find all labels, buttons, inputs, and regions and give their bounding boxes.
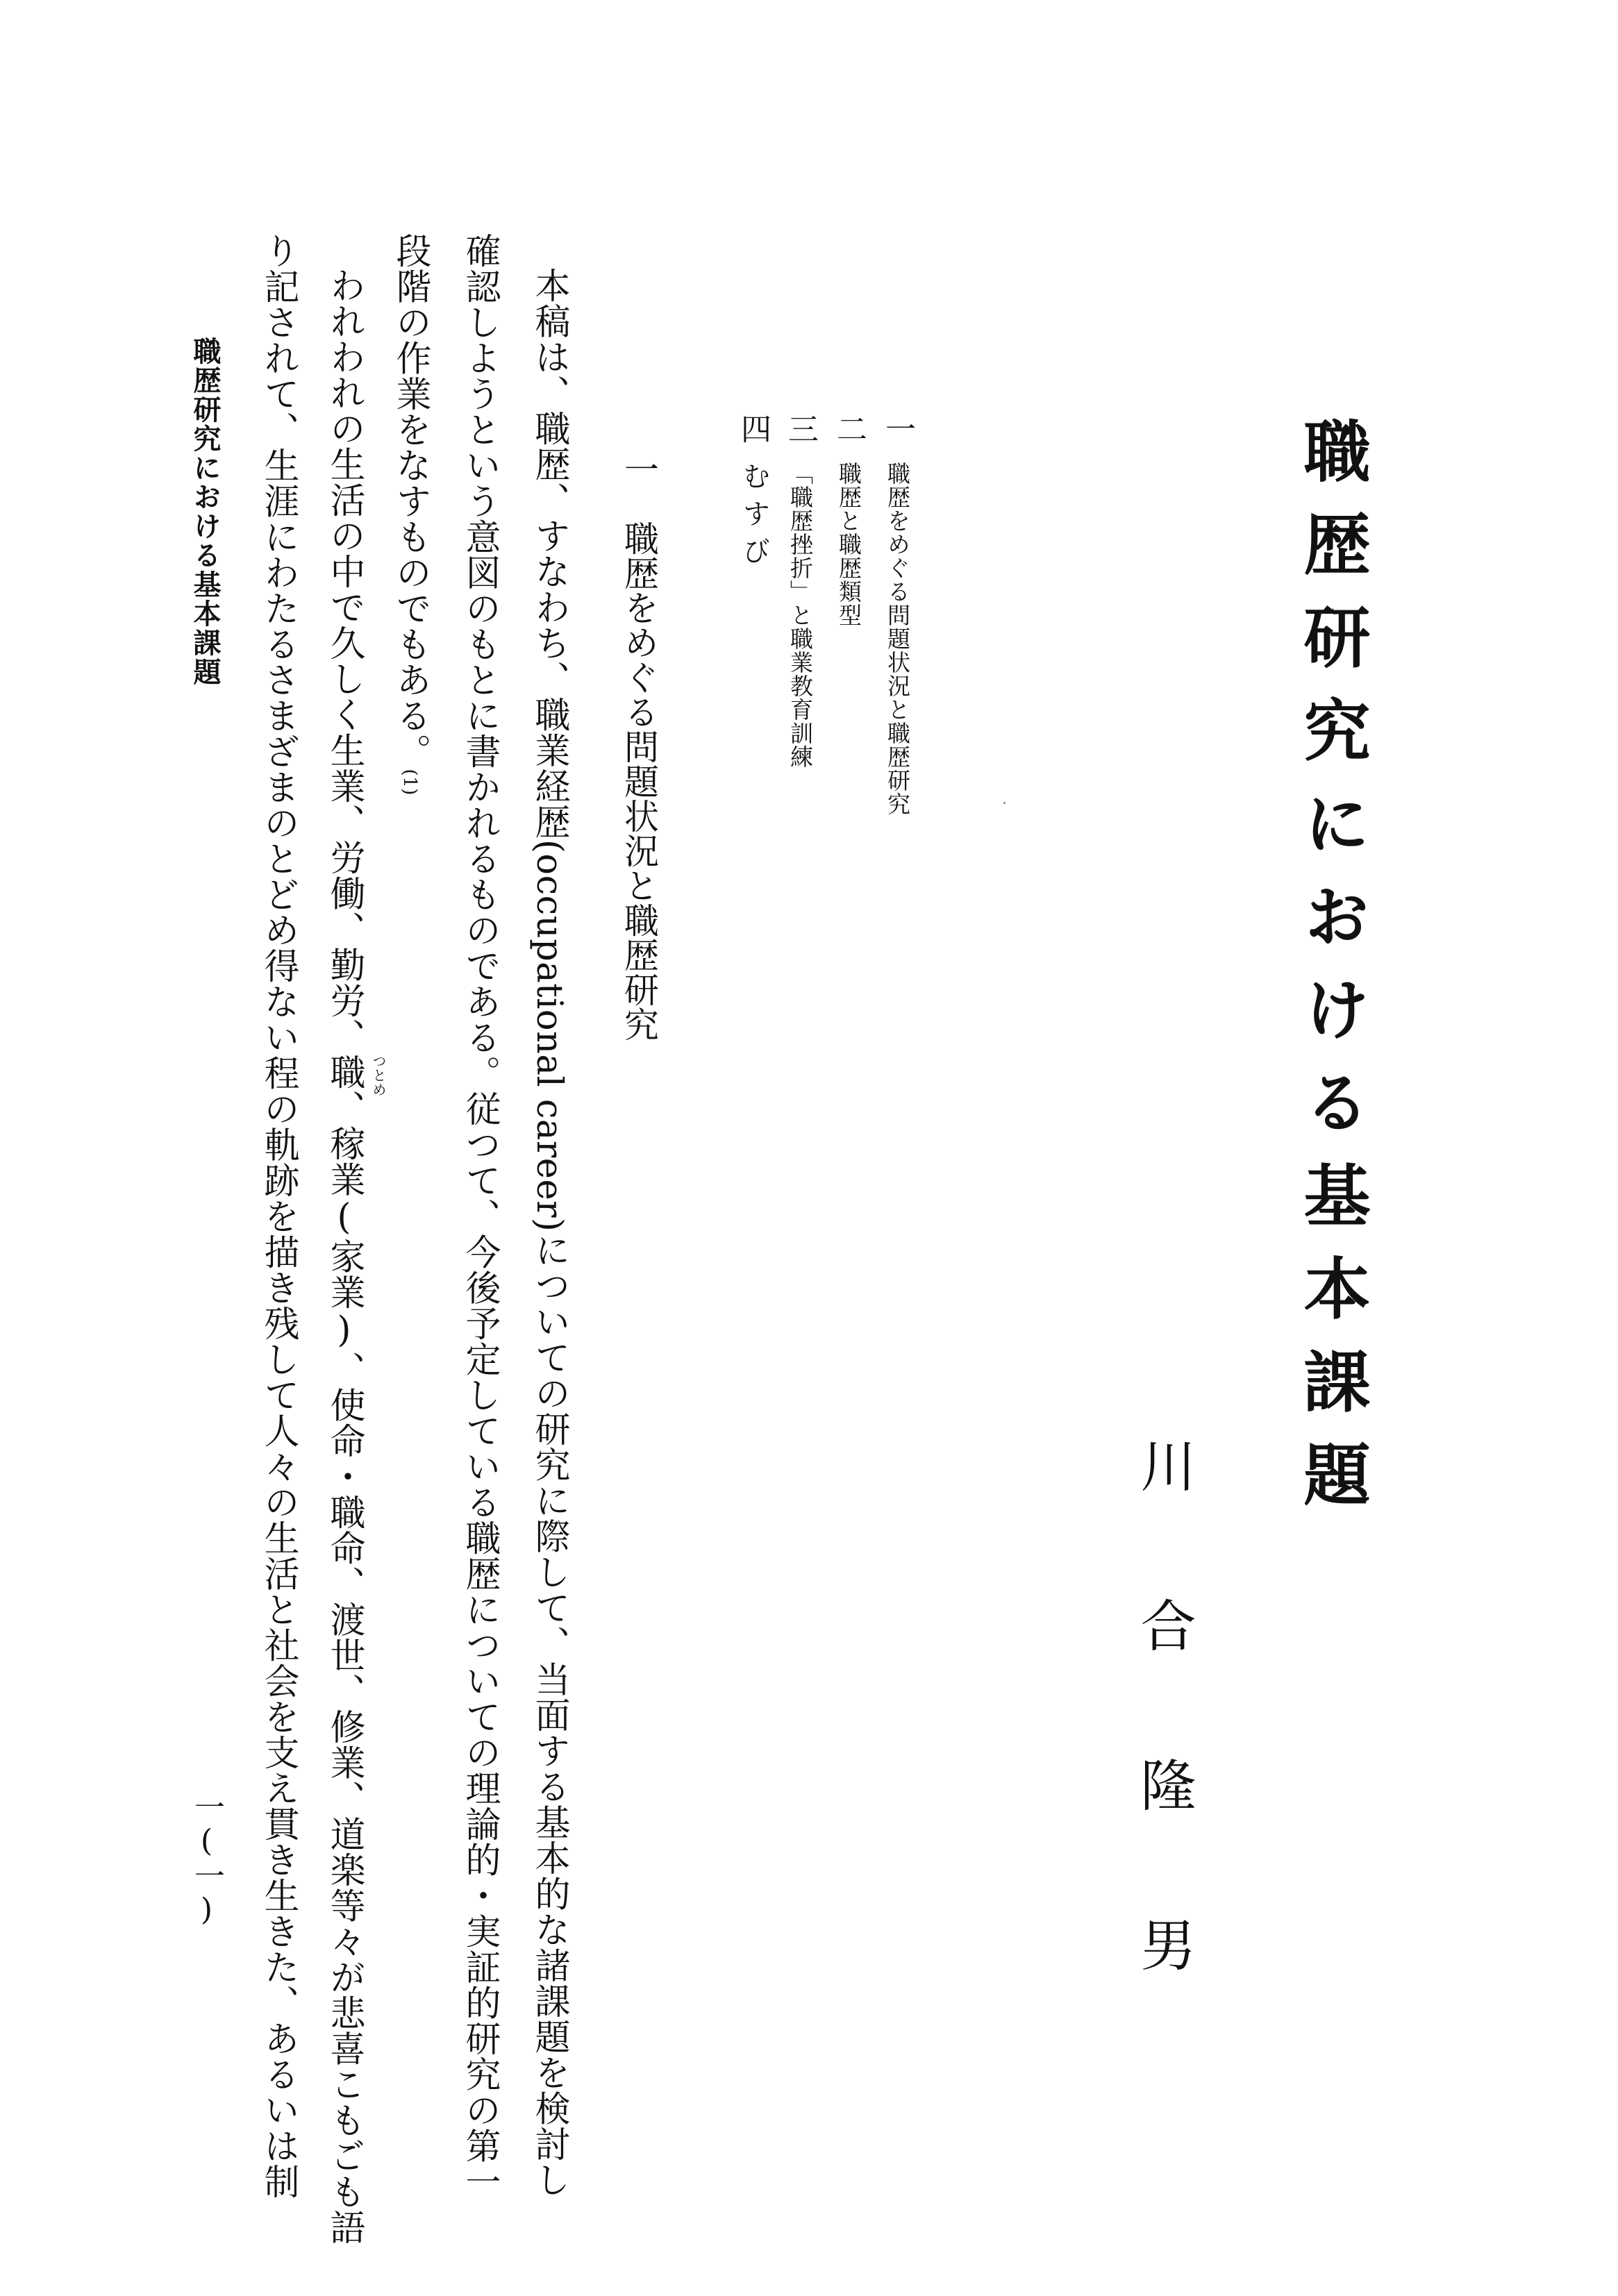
scan-speck — [1003, 802, 1006, 804]
section-number: 一 — [619, 451, 659, 486]
body-paragraph-1-line-1 — [528, 267, 569, 2197]
body-paragraph-1-line-2: 確認しようという意図のもとに書かれるものである。従つて、今後予定している職歴についての理論的・実証的研究の第一 — [459, 233, 500, 2199]
toc-number-4: 四 — [735, 413, 771, 445]
toc-item-4: むすび — [738, 462, 770, 574]
ruby-text: つとめ — [370, 1054, 387, 1097]
body-paragraph-1-line-3 — [390, 233, 431, 796]
toc-item-2: 職歴と職歴類型 — [835, 462, 862, 627]
body-paragraph-2-line-1 — [324, 267, 387, 2245]
body-text: われわれの生活の中で久しく生業、労働、勤労、 — [324, 267, 365, 1054]
body-text: についての研究に際して、当面する基本的な諸課題を検討し — [528, 1232, 569, 2197]
body-text: 、稼業(家業)、使命・職命、渡世、修業、道楽等々が悲喜こもごも語 — [324, 1089, 365, 2245]
page-number: 一(一) — [189, 1791, 224, 1929]
toc-number-1: 一 — [880, 413, 915, 445]
toc-number-3: 三 — [783, 413, 818, 445]
author-name: 川合隆男 — [1131, 1437, 1196, 2076]
toc-item-3: 「職歴挫折」と職業教育訓練 — [787, 462, 814, 769]
body-text: 段階の作業をなすものでもある。 — [390, 233, 431, 769]
ruby-base: 職 — [324, 1054, 365, 1090]
toc-number-2: 二 — [831, 413, 867, 445]
body-paragraph-2-line-2: り記されて、生涯にわたるさまざまのとどめ得ない程の軌跡を描き残して人々の生活と社会を支え貫き生きた、あるいは制 — [258, 233, 299, 2199]
section-heading — [619, 451, 659, 1041]
section-title: 職歴をめぐる問題状況と職歴研究 — [619, 521, 659, 1041]
footnote-marker: (1) — [399, 769, 420, 796]
page-title: 職歴研究における基本課題 — [1293, 417, 1371, 1533]
toc-item-1: 職歴をめぐる問題状況と職歴研究 — [884, 462, 911, 816]
latin-term: (occupational career) — [528, 839, 569, 1232]
ruby-word — [324, 1054, 387, 1097]
running-header: 職歴研究における基本課題 — [189, 337, 222, 687]
body-text: 本稿は、職歴、すなわち、職業経歴 — [528, 267, 569, 839]
